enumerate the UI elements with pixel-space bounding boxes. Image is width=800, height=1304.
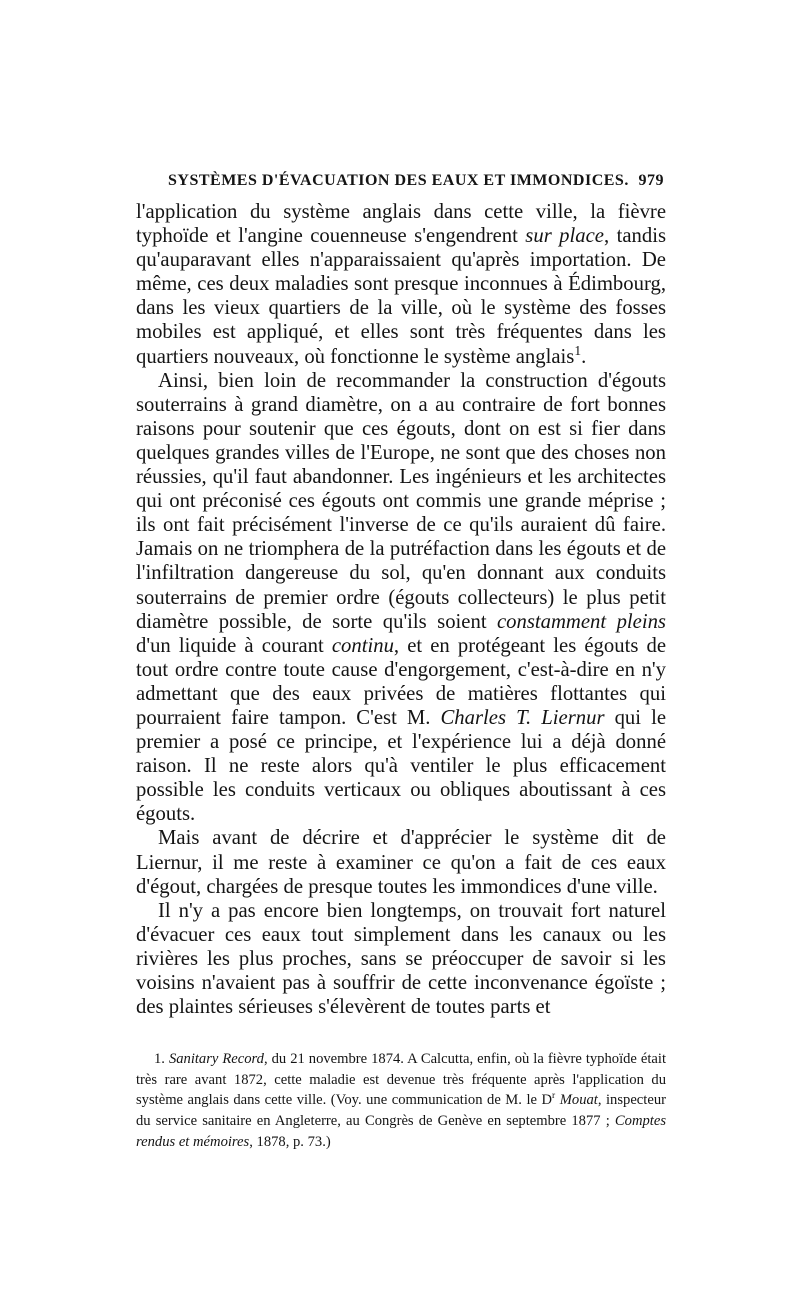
- footnote-block: [136, 1049, 666, 1152]
- running-header: [136, 172, 666, 198]
- footnote-emphasis-1: Sanitary Record: [168, 1051, 264, 1068]
- p2-text-4: qui le premier a posé ce principe, et l'expérience lui a déjà donné raison. Il ne reste alors qu'à ventiler le plus efficacement possible les conduits verticaux ou obliques aboutissant à ces égouts.: [136, 706, 666, 826]
- p1-text-2: , tandis qu'auparavant elles n'apparaissaient qu'après importation. De même, ces deux maladies sont presque inconnues à Édimbourg, dans les vieux quartiers de la ville, où le système des fosses mobiles est appliqué, et elles sont très fréquentes dans les quartiers nouveaux, où fonctionne le système anglais: [136, 225, 667, 368]
- footnote-emphasis-3: Comptes rendus et mémoires: [136, 1112, 666, 1150]
- footnote-text-3: , 1878, p. 73.): [249, 1133, 331, 1150]
- p1-text-3: .: [581, 345, 587, 368]
- book-page: [136, 172, 666, 1152]
- paragraph-2: [136, 369, 666, 827]
- p1-text-1: l'application du système anglais dans cette ville, la fièvre typhoïde et l'angine couenneuse s'engendrent: [136, 201, 666, 248]
- p2-text-2: d'un liquide à courant: [136, 634, 332, 657]
- paragraph-3: Mais avant de décrire et d'apprécier le système dit de Liernur, il me reste à examiner ce qu'on a fait de ces eaux d'égout, chargées de presque toutes les immondices d'une ville.: [136, 827, 666, 898]
- footnote-emphasis-2: Mouat: [559, 1092, 598, 1109]
- p1-emphasis-1: sur place: [525, 225, 604, 248]
- paragraph-4: Il n'y a pas encore bien longtemps, on trouvait fort naturel d'évacuer ces eaux tout simplement dans les canaux ou les rivières les plus proches, sans se préoccuper de savoir si les voisins n'avaient pas à souffrir de cette inconvenance égoïste ; des plaintes sérieuses s'élevèrent de toutes parts et: [136, 899, 666, 1019]
- body-text: [136, 200, 666, 1019]
- footnote-ref: 1: [574, 342, 582, 358]
- p2-emphasis-3: Charles T. Liernur: [440, 706, 605, 729]
- p2-emphasis-2: continu: [331, 634, 394, 657]
- footnote-superscript: r: [552, 1091, 556, 1102]
- running-title: SYSTÈMES D'ÉVACUATION DES EAUX ET IMMONDICES.: [168, 172, 629, 189]
- footnote-text-2: , inspecteur du service sanitaire en Angleterre, au Congrès de Genève en septembre 1877 ;: [136, 1092, 666, 1129]
- footnote-text-1: , du 21 novembre 1874. A Calcutta, enfin, où la fièvre typhoïde était très rare avant 1872, cette maladie est devenue très fréquente après l'application du système anglais dans cette ville. (Voy. une communication de M. le D: [136, 1051, 667, 1109]
- p2-emphasis-1: constamment pleins: [496, 610, 666, 633]
- footnote-number: 1.: [154, 1051, 169, 1068]
- page-number: 979: [638, 172, 664, 189]
- footnote-1: [136, 1049, 666, 1152]
- p2-text-3: , et en protégeant les égouts de tout ordre contre toute cause d'engorgement, c'est-à-dire en n'y admettant que des eaux privées de matières flottantes qui pourraient faire tampon. C'est M.: [136, 634, 667, 729]
- paragraph-1: [136, 200, 666, 369]
- p2-text-1: Ainsi, bien loin de recommander la construction d'égouts souterrains à grand diamètre, on a au contraire de fort bonnes raisons pour soutenir que ces égouts, dont on est si fier dans quelques grandes villes de l'Europe, ne sont que des choses non réussies, qu'il faut abandonner. Les ingénieurs et les architectes qui ont préconisé ces égouts ont commis une grande méprise ; ils ont fait précisément l'inverse de ce qu'ils auraient dû faire. Jamais on ne triomphera de la putréfaction dans les égouts et de l'infiltration dangereuse du sol, qu'en donnant aux conduits souterrains de premier ordre (égouts collecteurs) le plus petit diamètre possible, de sorte qu'ils soient: [136, 369, 666, 633]
